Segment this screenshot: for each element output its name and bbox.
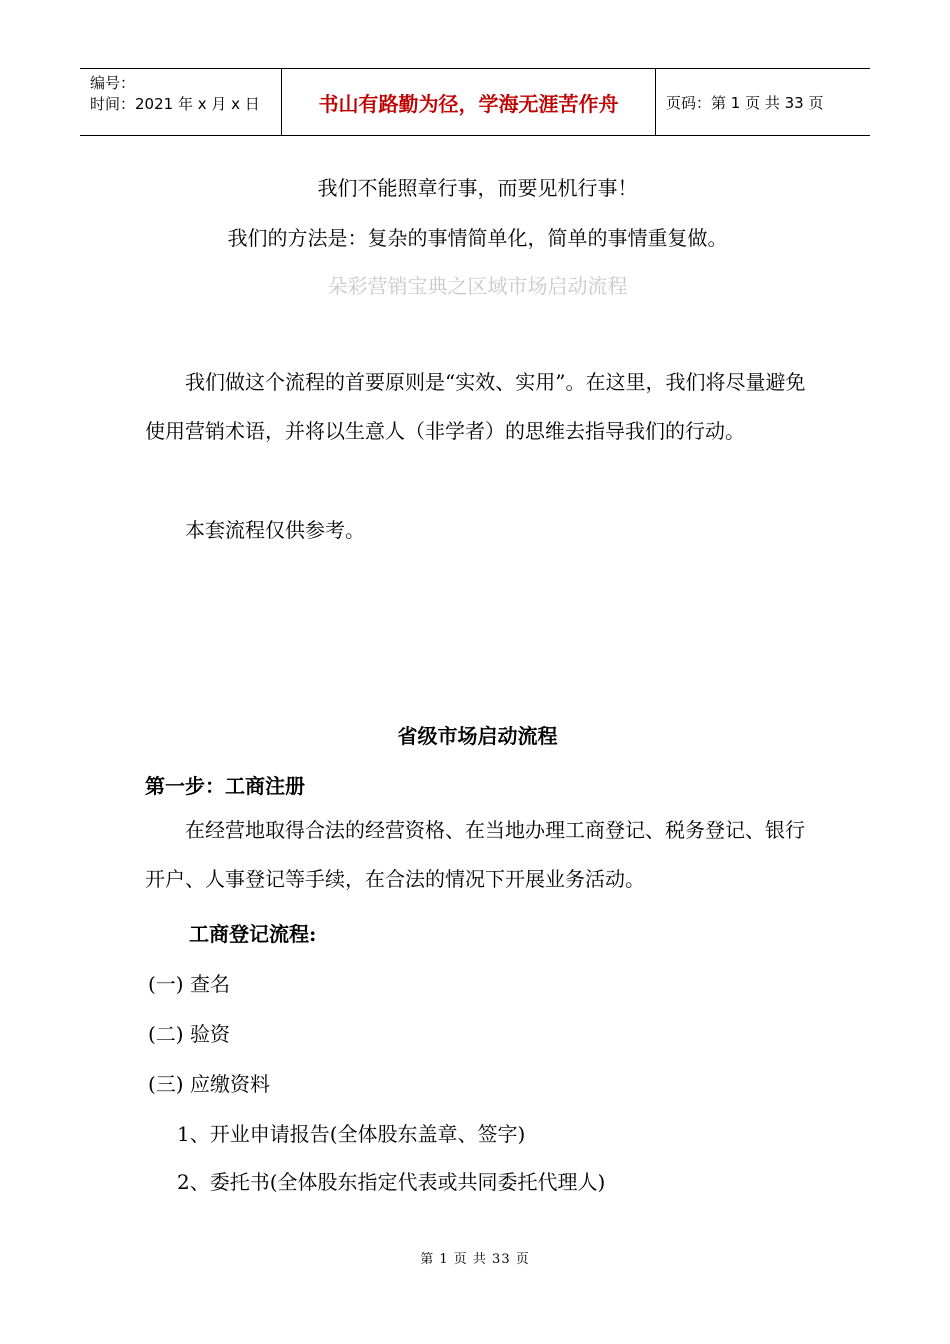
list-item-capital-verify: (二) 验资 [148, 1022, 230, 1046]
subitem-power-of-attorney: 2、委托书(全体股东指定代表或共同委托代理人) [177, 1170, 606, 1194]
section-title: 省级市场启动流程 [397, 724, 558, 748]
intro-para-2-text: 本套流程仅供参考。 [185, 518, 365, 542]
header-page-cell [656, 69, 870, 135]
page-footer: 第 1 页 共 33 页 [420, 1252, 530, 1267]
number-label: 编号： [90, 74, 136, 92]
intro-line-1: 我们不能照章行事，而要见机行事！ [317, 176, 638, 200]
header-table [80, 68, 870, 136]
list-item-required-docs: (三) 应缴资料 [148, 1072, 270, 1096]
header-motto-cell [282, 69, 656, 135]
motto: 书山有路勤为径，学海无涯苦作舟 [318, 91, 619, 116]
intro-paragraph-1 [145, 358, 810, 456]
watermark-title: 朵彩营销宝典之区域市场启动流程 [327, 274, 628, 298]
step1-para-text: 在经营地取得合法的经营资格、在当地办理工商登记、税务登记、银行开户、人事登记等手续，在合法的情况下开展业务活动。 [145, 818, 805, 891]
list-item-check-name: (一) 查名 [148, 972, 230, 996]
registration-subheading: 工商登记流程: [189, 922, 317, 946]
header-left-cell [80, 69, 282, 135]
date-label: 时间：2021 年 x 月 x 日 [90, 95, 260, 113]
subitem-application-report: 1、开业申请报告(全体股东盖章、签字) [177, 1122, 526, 1146]
page-info: 页码：第 1 页 共 33 页 [666, 93, 824, 112]
step1-paragraph [145, 806, 810, 904]
intro-line-2: 我们的方法是：复杂的事情简单化，简单的事情重复做。 [227, 226, 728, 250]
step1-heading: 第一步：工商注册 [145, 774, 305, 798]
intro-para-1-text: 我们做这个流程的首要原则是“实效、实用”。在这里，我们将尽量避免使用营销术语，并将以生意人（非学者）的思维去指导我们的行动。 [145, 370, 806, 443]
intro-paragraph-2 [145, 506, 810, 555]
